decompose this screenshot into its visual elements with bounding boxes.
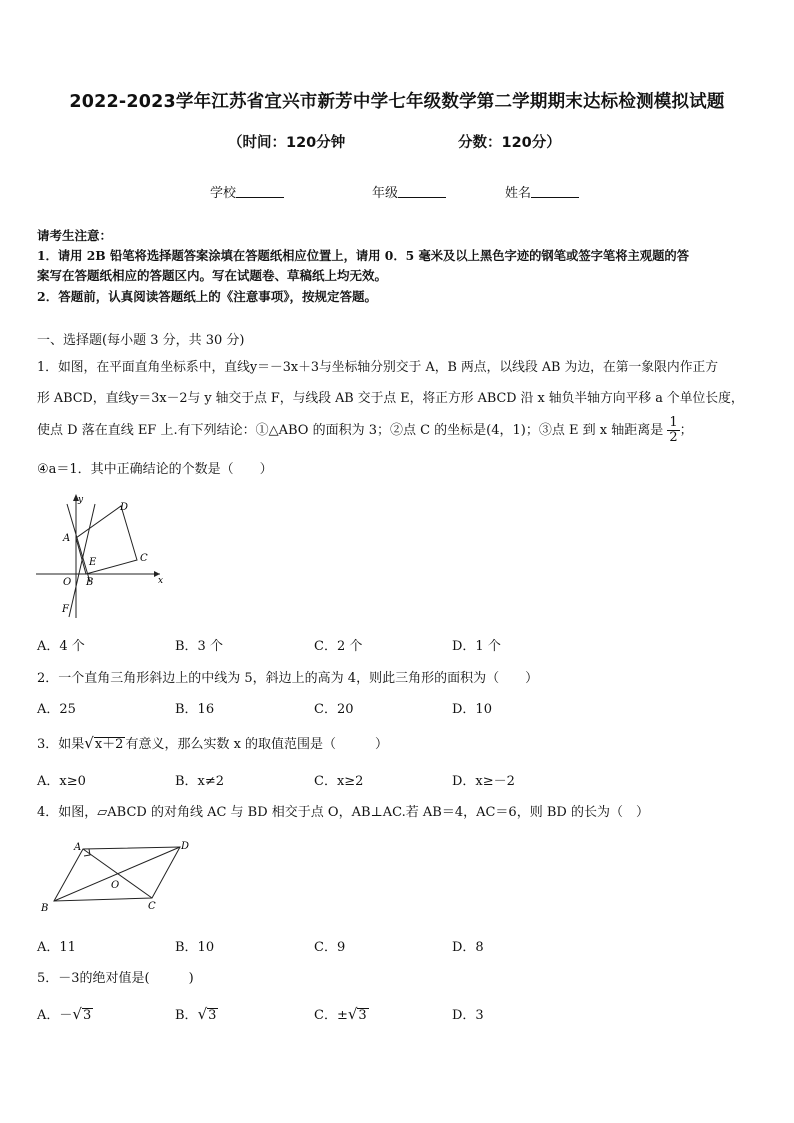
diagonal-bd (54, 847, 180, 901)
label-f: F (62, 604, 69, 615)
q1-option-c[interactable]: C．2 个 (314, 639, 363, 654)
grade-blank[interactable] (398, 185, 446, 198)
q4-label-o: O (111, 880, 120, 891)
q5-option-c[interactable] (314, 1004, 369, 1023)
page-title: 2022-2023学年江苏省宜兴市新芳中学七年级数学第二学期期末达标检测模拟试题 (69, 92, 725, 112)
q2-text: 2．一个直角三角形斜边上的中线为 5，斜边上的高为 4，则此三角形的面积为（ ） (37, 671, 539, 686)
q1-fraction (667, 416, 679, 445)
q5-option-b[interactable] (175, 1004, 218, 1023)
section-heading: 一、选择题(每小题 3 分，共 30 分) (37, 333, 245, 348)
grade-label: 年级 (372, 186, 399, 201)
q5-option-b-radicand: 3 (208, 1008, 217, 1023)
label-b: B (86, 577, 94, 588)
label-e: E (89, 557, 97, 568)
q3-option-a[interactable]: A．x≥0 (37, 774, 86, 789)
q2-option-d[interactable]: D．10 (452, 702, 492, 717)
sqrt-icon: √ (72, 1005, 82, 1023)
exam-score: 分数：120分） (458, 135, 561, 151)
notes-line-2: 2．答题前，认真阅读答题纸上的《注意事项》，按规定答题。 (37, 289, 377, 304)
q5-option-b-prefix: B． (175, 1008, 198, 1023)
line-ab-extended (67, 504, 90, 582)
grade-field[interactable] (372, 182, 446, 201)
notes-line-1a: 1．请用 2B 铅笔将选择题答案涂填在答题纸相应位置上，请用 0．5 毫米及以上黑色字迹的钢笔或签字笔将主观题的答 (37, 248, 689, 263)
q3-post: 有意义，那么实数 x 的取值范围是（ ） (125, 737, 389, 752)
notes-heading: 请考生注意： (37, 228, 113, 243)
q1-line-2: 形 ABCD，直线y＝3x－2与 y 轴交于点 F，与线段 AB 交于点 E，将正方形 ABCD 沿 x 轴负半轴方向平移 a 个单位长度， (37, 391, 744, 406)
q1-line-1: 1．如图，在平面直角坐标系中，直线y＝－3x＋3与坐标轴分别交于 A，B 两点，以线段 AB 为边，在第一象限内作正方 (37, 360, 719, 375)
q3-option-b[interactable]: B．x≠2 (175, 774, 225, 789)
q1-frac-den: 2 (669, 430, 678, 445)
q4-label-d: D (181, 841, 190, 852)
sqrt-icon: √ (84, 734, 94, 752)
label-c: C (140, 553, 148, 564)
q4-option-c[interactable]: C．9 (314, 940, 346, 955)
q3-option-c[interactable]: C．x≥2 (314, 774, 364, 789)
q2-option-a[interactable]: A．25 (37, 702, 76, 717)
q3-radicand: x＋2 (94, 737, 124, 752)
q4-label-b: B (41, 903, 49, 914)
label-x: x (158, 576, 164, 586)
q1-line-4: ④a＝1．其中正确结论的个数是（ ） (37, 462, 273, 477)
q3-text (37, 733, 388, 752)
notes-line-1b: 案写在答题纸相应的答题区内。写在试题卷、草稿纸上均无效。 (37, 268, 388, 283)
q5-option-a-radicand: 3 (82, 1008, 92, 1023)
name-label: 姓名 (505, 186, 532, 201)
q4-text: 4．如图，▱ABCD 的对角线 AC 与 BD 相交于点 O，AB⊥AC.若 AB＝4，AC＝6，则 BD 的长为（ ） (37, 805, 649, 820)
q4-figure (36, 836, 196, 918)
school-blank[interactable] (236, 185, 284, 198)
school-field[interactable] (210, 182, 284, 201)
q2-option-c[interactable]: C．20 (314, 702, 354, 717)
q1-option-a[interactable]: A．4 个 (37, 639, 85, 654)
q4-option-b[interactable]: B．10 (175, 940, 215, 955)
label-d: D (120, 502, 129, 513)
q1-line-3-text: 使点 D 落在直线 EF 上.有下列结论：①△ABO 的面积为 3；②点 C 的坐标是(4，1)；③点 E 到 x 轴距离是 (37, 423, 664, 438)
q5-option-d[interactable]: D．3 (452, 1008, 484, 1023)
q1-figure (36, 490, 172, 620)
name-blank[interactable] (531, 185, 579, 198)
label-y: y (78, 495, 84, 505)
q5-text: 5．－3的绝对值是( ) (37, 971, 194, 986)
q4-label-c: C (148, 901, 156, 912)
q5-option-a[interactable] (37, 1004, 93, 1023)
name-field[interactable] (505, 182, 579, 201)
q4-option-d[interactable]: D．8 (452, 940, 484, 955)
q1-option-b[interactable]: B．3 个 (175, 639, 223, 654)
q1-frac-num: 1 (669, 415, 678, 430)
q2-option-b[interactable]: B．16 (175, 702, 215, 717)
q1-line-3 (37, 416, 693, 445)
label-o: O (63, 577, 72, 588)
school-label: 学校 (210, 186, 237, 201)
q5-option-c-radicand: 3 (358, 1008, 367, 1023)
q1-option-d[interactable]: D．1 个 (452, 639, 501, 654)
sqrt-icon: √ (197, 1005, 208, 1023)
q3-pre: 3．如果 (37, 737, 85, 752)
exam-time: （时间：120分钟 (228, 135, 346, 151)
q5-option-c-prefix: C．± (314, 1008, 348, 1023)
q4-label-a: A (74, 842, 82, 853)
q5-option-a-prefix: A．－ (37, 1008, 73, 1023)
q3-option-d[interactable]: D．x≥－2 (452, 774, 515, 789)
sqrt-icon: √ (347, 1005, 358, 1023)
label-a: A (63, 533, 71, 544)
q4-option-a[interactable]: A．11 (37, 940, 76, 955)
q1-line-3-end: ； (679, 423, 693, 438)
